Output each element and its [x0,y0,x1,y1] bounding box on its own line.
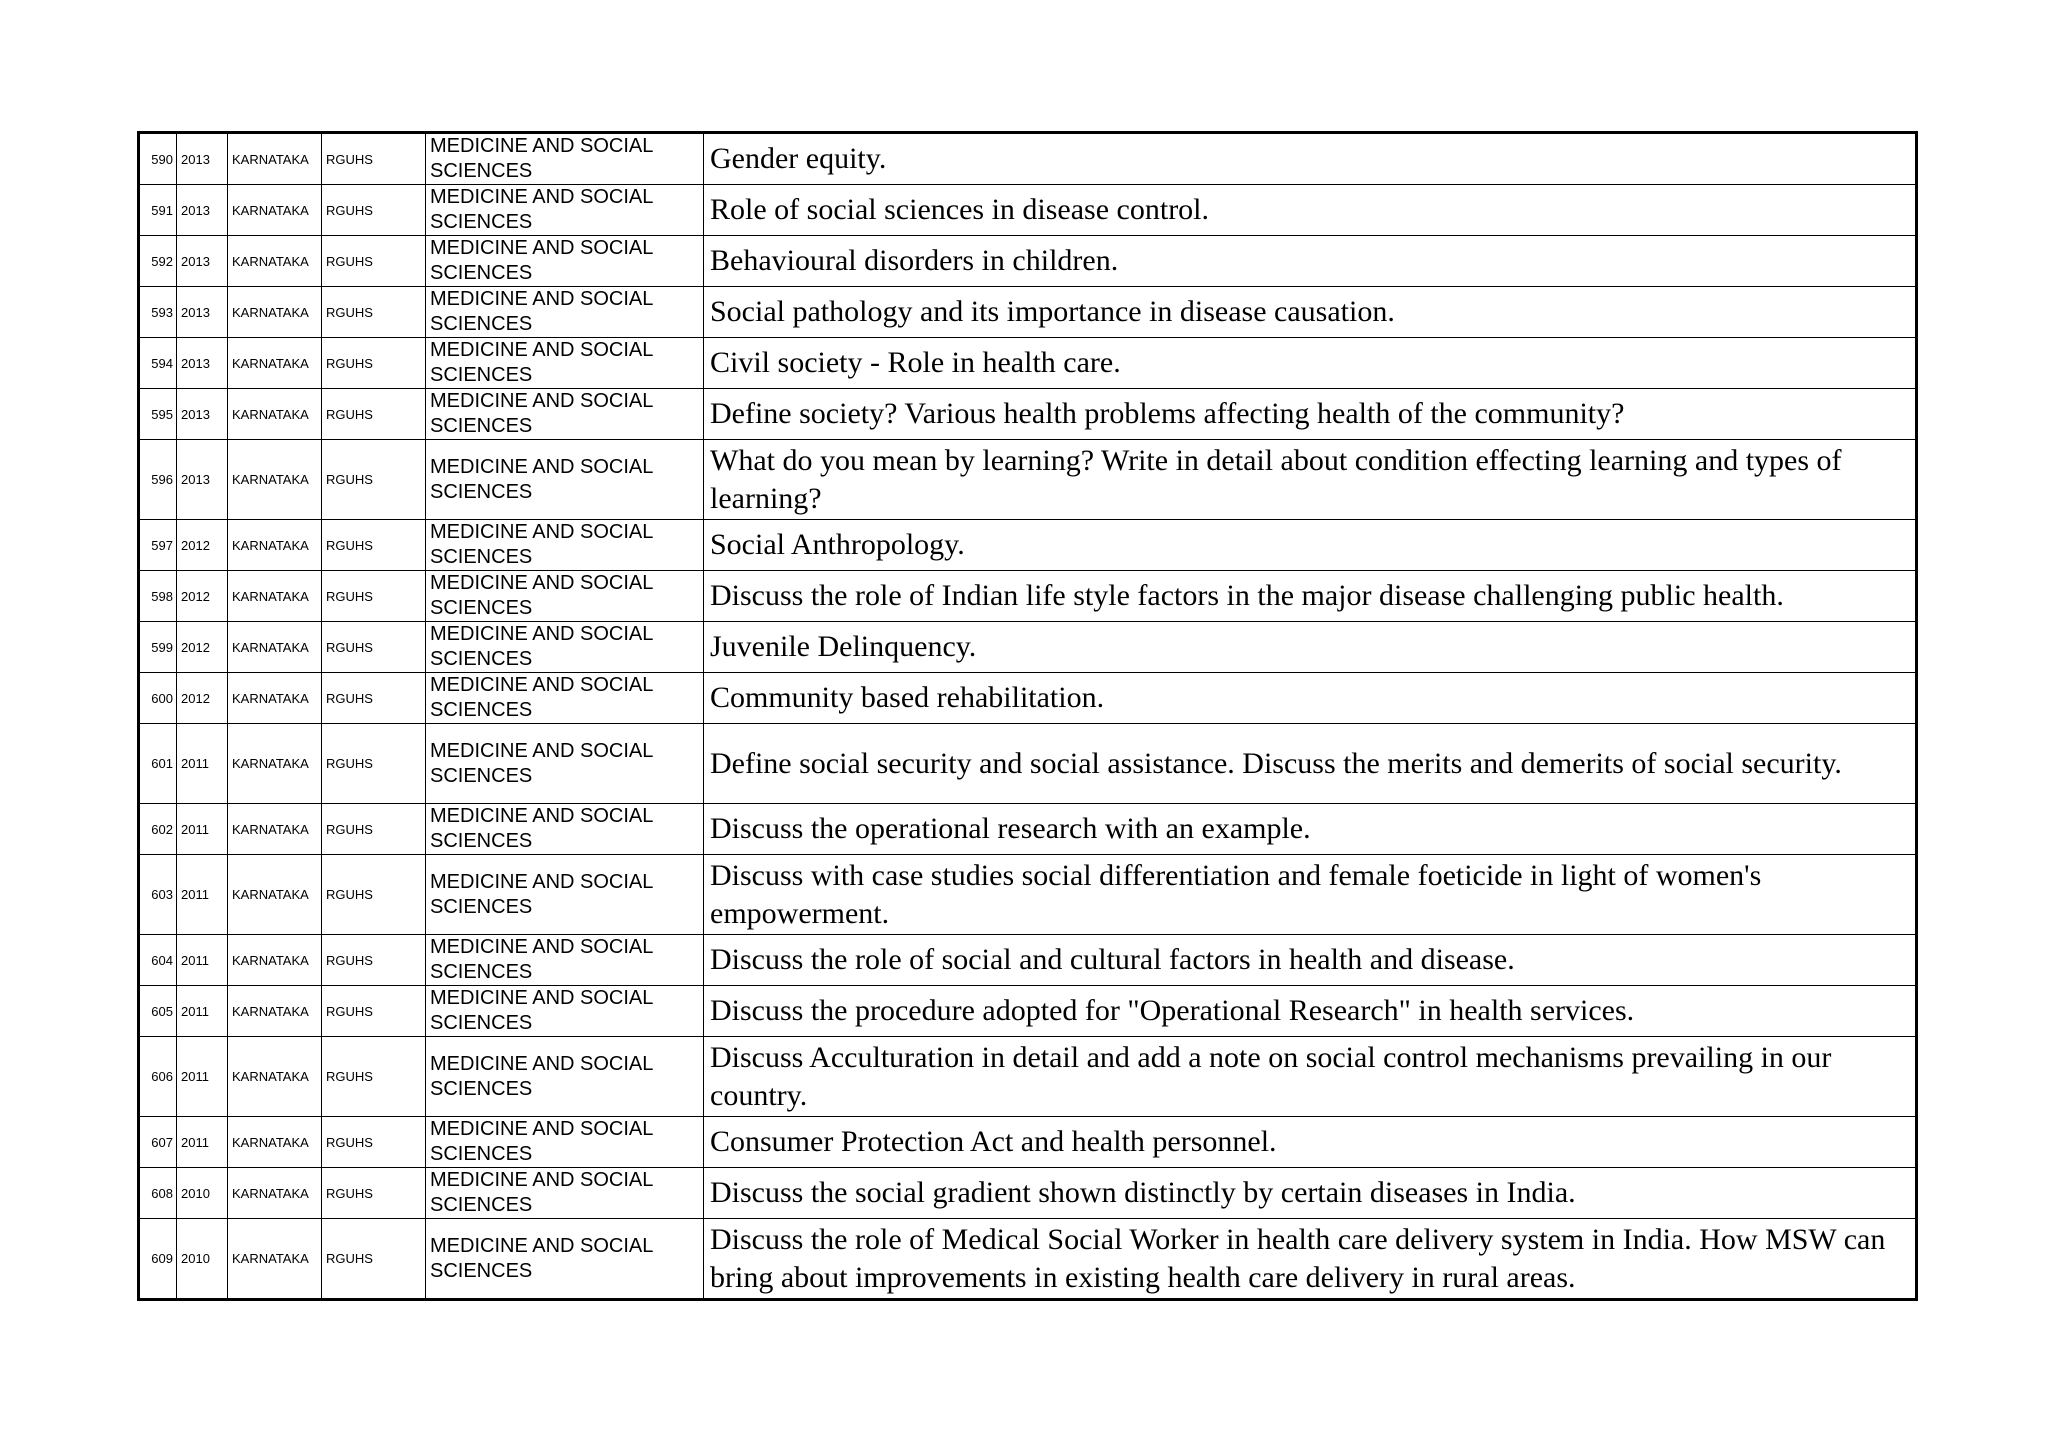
row-state: KARNATAKA [228,389,322,440]
row-subject: MEDICINE AND SOCIAL SCIENCES [426,287,704,338]
table-row [139,986,1917,1037]
row-university: RGUHS [322,185,426,236]
row-state: KARNATAKA [228,236,322,287]
row-year: 2011 [177,986,228,1037]
row-university: RGUHS [322,520,426,571]
row-year: 2011 [177,935,228,986]
row-question: Behavioural disorders in children. [704,236,1917,287]
row-year: 2012 [177,520,228,571]
row-state: KARNATAKA [228,935,322,986]
row-year: 2012 [177,622,228,673]
row-question: Discuss the role of Medical Social Worker in health care delivery system in India. How MSW can bring about improvements in existing health care delivery in rural areas. [704,1219,1917,1300]
row-year: 2011 [177,855,228,935]
row-state: KARNATAKA [228,1117,322,1168]
table-row [139,1168,1917,1219]
row-number: 603 [139,855,177,935]
row-number: 607 [139,1117,177,1168]
table-row [139,236,1917,287]
row-number: 602 [139,804,177,855]
row-number: 608 [139,1168,177,1219]
row-university: RGUHS [322,389,426,440]
row-question: Social pathology and its importance in disease causation. [704,287,1917,338]
row-year: 2013 [177,185,228,236]
table-row [139,1219,1917,1300]
row-question: Social Anthropology. [704,520,1917,571]
row-state: KARNATAKA [228,133,322,185]
row-university: RGUHS [322,935,426,986]
table-row [139,520,1917,571]
row-question: Community based rehabilitation. [704,673,1917,724]
row-year: 2010 [177,1168,228,1219]
table-row [139,804,1917,855]
row-number: 595 [139,389,177,440]
row-subject: MEDICINE AND SOCIAL SCIENCES [426,1117,704,1168]
row-year: 2013 [177,389,228,440]
row-subject: MEDICINE AND SOCIAL SCIENCES [426,236,704,287]
table-row [139,855,1917,935]
row-year: 2013 [177,440,228,520]
table-row [139,133,1917,185]
row-year: 2011 [177,804,228,855]
row-subject: MEDICINE AND SOCIAL SCIENCES [426,855,704,935]
row-state: KARNATAKA [228,986,322,1037]
row-year: 2012 [177,673,228,724]
row-year: 2013 [177,287,228,338]
row-state: KARNATAKA [228,440,322,520]
row-number: 590 [139,133,177,185]
row-state: KARNATAKA [228,338,322,389]
table-row [139,622,1917,673]
row-question: Discuss with case studies social differentiation and female foeticide in light of women's empowerment. [704,855,1917,935]
row-question: Gender equity. [704,133,1917,185]
row-subject: MEDICINE AND SOCIAL SCIENCES [426,571,704,622]
row-subject: MEDICINE AND SOCIAL SCIENCES [426,1219,704,1300]
row-question: Define society? Various health problems affecting health of the community? [704,389,1917,440]
row-number: 599 [139,622,177,673]
row-university: RGUHS [322,855,426,935]
row-subject: MEDICINE AND SOCIAL SCIENCES [426,935,704,986]
row-subject: MEDICINE AND SOCIAL SCIENCES [426,338,704,389]
row-university: RGUHS [322,1037,426,1117]
row-state: KARNATAKA [228,804,322,855]
question-table [137,131,1918,1301]
row-subject: MEDICINE AND SOCIAL SCIENCES [426,673,704,724]
table-row [139,935,1917,986]
row-state: KARNATAKA [228,673,322,724]
row-state: KARNATAKA [228,571,322,622]
row-number: 600 [139,673,177,724]
row-question: Discuss the procedure adopted for "Operational Research" in health services. [704,986,1917,1037]
row-university: RGUHS [322,287,426,338]
table-row [139,1037,1917,1117]
row-subject: MEDICINE AND SOCIAL SCIENCES [426,133,704,185]
row-subject: MEDICINE AND SOCIAL SCIENCES [426,622,704,673]
row-university: RGUHS [322,622,426,673]
table-row [139,389,1917,440]
table-row [139,185,1917,236]
row-number: 598 [139,571,177,622]
row-university: RGUHS [322,338,426,389]
row-state: KARNATAKA [228,1219,322,1300]
row-number: 601 [139,724,177,804]
row-number: 592 [139,236,177,287]
row-subject: MEDICINE AND SOCIAL SCIENCES [426,986,704,1037]
row-university: RGUHS [322,673,426,724]
row-university: RGUHS [322,571,426,622]
row-question: Discuss the operational research with an example. [704,804,1917,855]
row-question: Civil society - Role in health care. [704,338,1917,389]
row-state: KARNATAKA [228,855,322,935]
row-university: RGUHS [322,133,426,185]
row-year: 2013 [177,133,228,185]
row-subject: MEDICINE AND SOCIAL SCIENCES [426,804,704,855]
row-question: What do you mean by learning? Write in detail about condition effecting learning and types of learning? [704,440,1917,520]
row-year: 2013 [177,236,228,287]
row-state: KARNATAKA [228,287,322,338]
row-university: RGUHS [322,440,426,520]
row-year: 2010 [177,1219,228,1300]
table-row [139,440,1917,520]
row-subject: MEDICINE AND SOCIAL SCIENCES [426,724,704,804]
row-subject: MEDICINE AND SOCIAL SCIENCES [426,1168,704,1219]
row-year: 2012 [177,571,228,622]
row-state: KARNATAKA [228,520,322,571]
row-university: RGUHS [322,236,426,287]
row-question: Define social security and social assistance. Discuss the merits and demerits of social security. [704,724,1917,804]
row-question: Discuss Acculturation in detail and add a note on social control mechanisms prevailing in our country. [704,1037,1917,1117]
row-university: RGUHS [322,1117,426,1168]
row-number: 594 [139,338,177,389]
table-row [139,571,1917,622]
row-year: 2011 [177,1117,228,1168]
row-state: KARNATAKA [228,1168,322,1219]
row-question: Consumer Protection Act and health personnel. [704,1117,1917,1168]
row-number: 593 [139,287,177,338]
table-row [139,724,1917,804]
table-row [139,338,1917,389]
row-number: 591 [139,185,177,236]
row-number: 597 [139,520,177,571]
row-university: RGUHS [322,1219,426,1300]
row-number: 605 [139,986,177,1037]
row-subject: MEDICINE AND SOCIAL SCIENCES [426,185,704,236]
row-number: 596 [139,440,177,520]
row-year: 2011 [177,724,228,804]
row-university: RGUHS [322,986,426,1037]
row-year: 2013 [177,338,228,389]
row-state: KARNATAKA [228,185,322,236]
row-university: RGUHS [322,1168,426,1219]
row-subject: MEDICINE AND SOCIAL SCIENCES [426,520,704,571]
row-number: 609 [139,1219,177,1300]
table-row [139,287,1917,338]
row-university: RGUHS [322,724,426,804]
row-state: KARNATAKA [228,1037,322,1117]
row-question: Discuss the role of Indian life style factors in the major disease challenging public health. [704,571,1917,622]
row-number: 604 [139,935,177,986]
row-question: Discuss the social gradient shown distinctly by certain diseases in India. [704,1168,1917,1219]
row-number: 606 [139,1037,177,1117]
row-question: Role of social sciences in disease control. [704,185,1917,236]
row-question: Discuss the role of social and cultural factors in health and disease. [704,935,1917,986]
row-state: KARNATAKA [228,724,322,804]
row-question: Juvenile Delinquency. [704,622,1917,673]
row-subject: MEDICINE AND SOCIAL SCIENCES [426,389,704,440]
table-row [139,1117,1917,1168]
row-state: KARNATAKA [228,622,322,673]
row-year: 2011 [177,1037,228,1117]
row-university: RGUHS [322,804,426,855]
table-row [139,673,1917,724]
row-subject: MEDICINE AND SOCIAL SCIENCES [426,1037,704,1117]
row-subject: MEDICINE AND SOCIAL SCIENCES [426,440,704,520]
